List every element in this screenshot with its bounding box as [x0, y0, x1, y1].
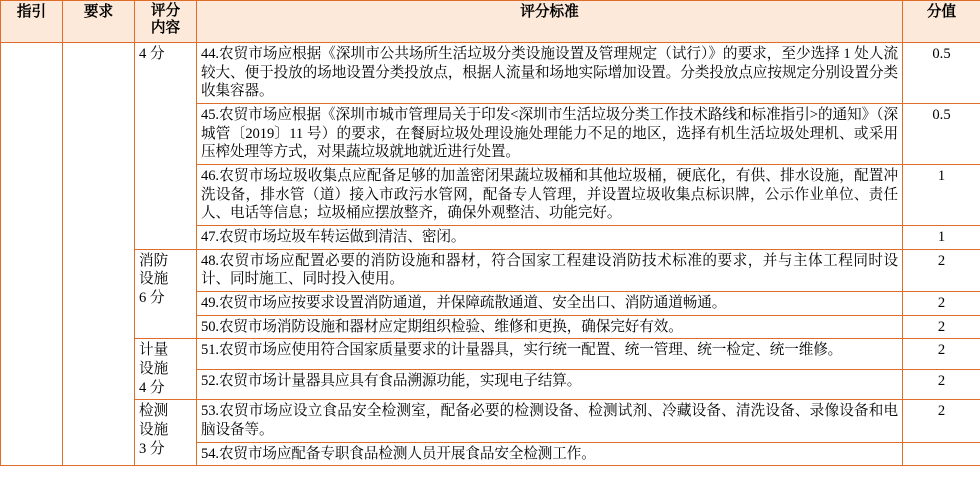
category-line: 设施 — [139, 271, 169, 288]
column-header-score: 分值 — [903, 1, 980, 43]
cell-standard: 52.农贸市场计量器具应具有食品溯源功能，实现电子结算。 — [197, 369, 903, 400]
column-header-category-line2: 内容 — [150, 19, 181, 36]
cell-score: 2 — [903, 369, 980, 400]
cell-category — [135, 249, 197, 339]
cell-standard: 53.农贸市场应设立食品安全检测室，配备必要的检测设备、检测试剂、冷藏设备、清洗设备、录像设备和电脑设备等。 — [197, 400, 903, 442]
table-row — [1, 249, 980, 291]
cell-score: 2 — [903, 339, 980, 370]
table-row — [1, 339, 980, 370]
category-line: 设施 — [139, 422, 169, 439]
cell-score: 0.5 — [903, 104, 980, 165]
cell-standard: 50.农贸市场消防设施和器材应定期组织检验、维修和更换，确保完好有效。 — [197, 315, 903, 339]
cell-standard: 49.农贸市场应按要求设置消防通道，并保障疏散通道、安全出口、消防通道畅通。 — [197, 292, 903, 316]
column-header-standard: 评分标准 — [197, 1, 903, 43]
table-header — [1, 1, 980, 43]
cell-score: 2 — [903, 249, 980, 291]
cell-category — [135, 339, 197, 400]
cell-score: 1 — [903, 165, 980, 226]
table-row — [1, 400, 980, 442]
cell-score: 1 — [903, 226, 980, 250]
cell-score — [903, 442, 980, 466]
cell-requirement — [63, 43, 135, 466]
cell-standard: 51.农贸市场应使用符合国家质量要求的计量器具，实行统一配置、统一管理、统一检定、统一维修。 — [197, 339, 903, 370]
cell-guide — [1, 43, 63, 466]
column-header-guide: 指引 — [1, 1, 63, 43]
category-line: 消防 — [139, 252, 169, 269]
cell-standard: 47.农贸市场垃圾车转运做到清洁、密闭。 — [197, 226, 903, 250]
column-header-category — [135, 1, 197, 43]
cell-score: 2 — [903, 400, 980, 442]
cell-standard: 48.农贸市场应配置必要的消防设施和器材，符合国家工程建设消防技术标准的要求，并与主体工程同时设计、同时施工、同时投入使用。 — [197, 249, 903, 291]
category-line: 3 分 — [139, 440, 165, 457]
table-header-row — [1, 1, 980, 43]
category-line: 4 分 — [139, 379, 165, 396]
cell-standard: 54.农贸市场应配备专职食品检测人员开展食品安全检测工作。 — [197, 442, 903, 466]
table-body — [1, 43, 980, 466]
cell-standard: 45.农贸市场应根据《深圳市城市管理局关于印发<深圳市生活垃圾分类工作技术路线和标准指引>的通知》（深城管〔2019〕11 号）的要求，在餐厨垃圾处理设施处理能力不足的地区，选择有机生活垃圾处理机、或采用压榨处理等方式，对果蔬垃圾就地就近进行处置。 — [197, 104, 903, 165]
category-line: 6 分 — [139, 290, 165, 307]
category-line: 设施 — [139, 361, 169, 378]
cell-standard: 46.农贸市场垃圾收集点应配备足够的加盖密闭果蔬垃圾桶和其他垃圾桶，硬底化，有供、排水设施，配置冲洗设备，排水管（道）接入市政污水管网，配备专人管理，并设置垃圾收集点标识牌，公示作业单位、责任人、电话等信息；垃圾桶应摆放整齐，确保外观整洁、功能完好。 — [197, 165, 903, 226]
category-line: 4 分 — [139, 46, 165, 62]
cell-score: 2 — [903, 292, 980, 316]
cell-score: 2 — [903, 315, 980, 339]
column-header-category-line1: 评分 — [150, 3, 181, 19]
column-header-requirement: 要求 — [63, 1, 135, 43]
cell-standard: 44.农贸市场应根据《深圳市公共场所生活垃圾分类设施设置及管理规定（试行）》的要求，至少选择 1 处人流较大、便于投放的场地设置分类投放点，根据人流量和场地实际增加设置。分类投放点应按规定分别设置分类收集容器。 — [197, 43, 903, 104]
cell-score: 0.5 — [903, 43, 980, 104]
table-row — [1, 43, 980, 104]
category-line: 计量 — [139, 342, 169, 359]
cell-category — [135, 400, 197, 466]
category-line: 检测 — [139, 403, 169, 420]
cell-category — [135, 43, 197, 250]
